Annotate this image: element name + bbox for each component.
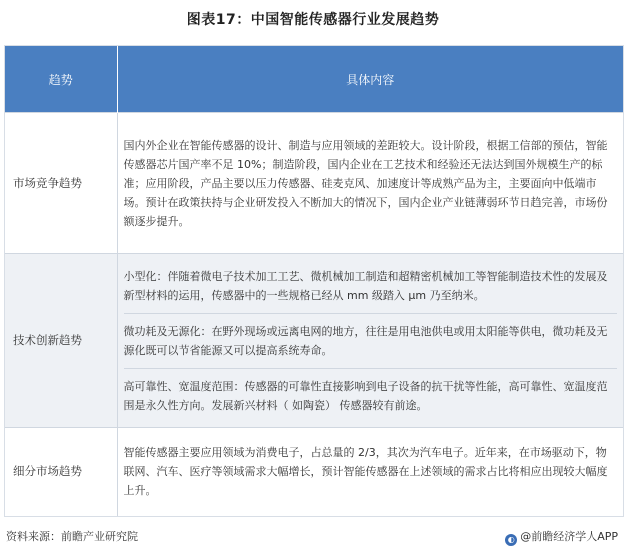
table-header-row xyxy=(5,46,623,113)
row-content xyxy=(117,428,623,516)
brand-credit xyxy=(505,528,618,546)
source-note: 资料来源：前瞻产业研究院 xyxy=(6,530,138,543)
trend-table xyxy=(4,45,624,517)
content-text: 智能传感器主要应用领域为消费电子，占总量的 2/3，其次为汽车电子。近年来，在市场驱动下，物联网、汽车、医疗等领域需求大幅增长，预计智能传感器在上述领域的需求占比将相应出现较大幅度上升。 xyxy=(123,446,608,498)
table-row xyxy=(5,254,623,428)
content-text: 国内外企业在智能传感器的设计、制造与应用领域的差距较大。设计阶段，根据工信部的预估，智能传感器芯片国产率不足 10%；制造阶段，国内企业在工艺技术和经验还无法达到国外规模生产的标准；应用阶段，产品主要以压力传感器、硅麦克风、加速度计等成熟产品为主，主要面向中低端市场。预计在政策扶持与企业研发投入不断加大的情况下，国内企业产业链薄弱环节日趋完善，市场份额逐步提升。 xyxy=(123,138,608,228)
brand-logo-icon: ◐ xyxy=(505,534,517,546)
figure-title: 图表17：中国智能传感器行业发展趋势 xyxy=(186,12,440,28)
row-category: 技术创新趋势 xyxy=(5,254,117,428)
brand-label: @前瞻经济学人APP xyxy=(520,530,618,543)
header-content: 具体内容 xyxy=(117,46,623,113)
row-content xyxy=(117,254,623,428)
table-row xyxy=(5,113,623,254)
row-category: 细分市场趋势 xyxy=(5,428,117,516)
content-text: 小型化：伴随着微电子技术加工工艺、微机械加工制造和超精密机械加工等智能制造技术性的发展及新型材料的运用，传感器中的一些规格已经从 mm 级踏入 μm 乃至纳米。 xyxy=(123,269,608,302)
row-content xyxy=(117,113,623,254)
header-trend: 趋势 xyxy=(5,46,117,113)
content-text: 微功耗及无源化：在野外现场或远离电网的地方，往往是用电池供电或用太阳能等供电，微功耗及无源化既可以节省能源又可以提高系统寿命。 xyxy=(124,313,618,368)
table-row xyxy=(5,428,623,516)
content-text: 高可靠性、宽温度范围：传感器的可靠性直接影响到电子设备的抗干扰等性能，高可靠性、宽温度范围是永久性方向。发展新兴材料（ 如陶瓷） 传感器较有前途。 xyxy=(124,368,618,423)
row-category: 市场竞争趋势 xyxy=(5,113,117,254)
